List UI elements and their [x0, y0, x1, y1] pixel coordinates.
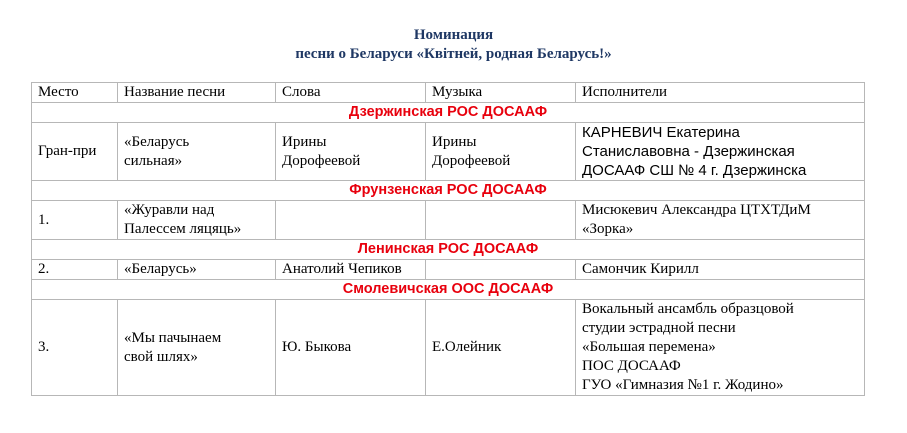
lyrics-line: Дорофеевой — [282, 152, 361, 169]
table-row — [32, 201, 865, 240]
lyrics-cell — [276, 201, 426, 240]
song-line: сильная» — [124, 152, 183, 169]
title-line-1: Номинация — [413, 27, 494, 43]
performers-line: ГУО «Гимназия №1 г. Жодино» — [582, 377, 784, 393]
header-song: Название песни — [118, 83, 276, 103]
song-cell — [118, 123, 276, 181]
lyrics-line: Ю. Быкова — [282, 339, 352, 355]
music-line: Ирины — [432, 133, 477, 150]
performers-line: Вокальный ансамбль образцовой — [582, 301, 794, 317]
section-title: Ленинская РОС ДОСААФ — [32, 240, 865, 260]
song-line: «Беларусь — [124, 133, 190, 150]
lyrics-cell — [276, 260, 426, 280]
performers-line: Самончик Кирилл — [582, 261, 699, 277]
performers-cell — [576, 201, 865, 240]
place-cell: 3. — [32, 300, 118, 396]
place-cell: 1. — [32, 201, 118, 240]
header-music: Музыка — [426, 83, 576, 103]
results-table — [31, 82, 865, 396]
performers-line: студии эстрадной песни — [582, 320, 736, 336]
performers-line: «Большая перемена» — [582, 339, 716, 355]
section-row — [32, 181, 865, 201]
title-line-2: песни о Беларуси «Квітней, родная Беларусь!» — [295, 46, 612, 62]
performers-line: Мисюкевич Александра ЦТХТДиМ — [582, 202, 811, 218]
performers-line: Станиславовна - Дзержинская — [582, 143, 795, 160]
music-cell — [426, 201, 576, 240]
performers-line: «Зорка» — [582, 221, 634, 237]
performers-cell — [576, 300, 865, 396]
section-title: Смолевичская ООС ДОСААФ — [32, 280, 865, 300]
table-header-row — [32, 83, 865, 103]
header-lyrics: Слова — [276, 83, 426, 103]
lyrics-line: Ирины — [282, 133, 327, 150]
song-cell — [118, 300, 276, 396]
header-place: Место — [32, 83, 118, 103]
song-line: «Мы пачынаем — [124, 329, 222, 346]
music-cell — [426, 123, 576, 181]
table-row — [32, 260, 865, 280]
place-cell: Гран-при — [32, 123, 118, 181]
music-line: Е.Олейник — [432, 339, 502, 355]
performers-cell — [576, 260, 865, 280]
section-row — [32, 280, 865, 300]
section-title: Фрунзенская РОС ДОСААФ — [32, 181, 865, 201]
song-line: Палессем ляцяць» — [124, 221, 242, 237]
song-cell — [118, 260, 276, 280]
section-row — [32, 240, 865, 260]
lyrics-cell — [276, 123, 426, 181]
section-row — [32, 103, 865, 123]
table-row — [32, 123, 865, 181]
lyrics-cell — [276, 300, 426, 396]
performers-line: ПОС ДОСААФ — [582, 358, 681, 374]
song-line: свой шлях» — [124, 348, 198, 365]
song-cell — [118, 201, 276, 240]
performers-line: КАРНЕВИЧ Екатерина — [582, 124, 740, 141]
place-cell: 2. — [32, 260, 118, 280]
music-cell — [426, 260, 576, 280]
music-line: Дорофеевой — [432, 152, 511, 169]
table-row — [32, 300, 865, 396]
performers-line: ДОСААФ СШ № 4 г. Дзержинска — [582, 162, 807, 179]
header-performers: Исполнители — [576, 83, 865, 103]
music-cell — [426, 300, 576, 396]
song-line: «Журавли над — [124, 202, 215, 218]
lyrics-line: Анатолий Чепиков — [282, 261, 402, 277]
song-line: «Беларусь» — [124, 261, 197, 277]
section-title: Дзержинская РОС ДОСААФ — [32, 103, 865, 123]
performers-cell — [576, 123, 865, 181]
page-title — [0, 26, 907, 64]
